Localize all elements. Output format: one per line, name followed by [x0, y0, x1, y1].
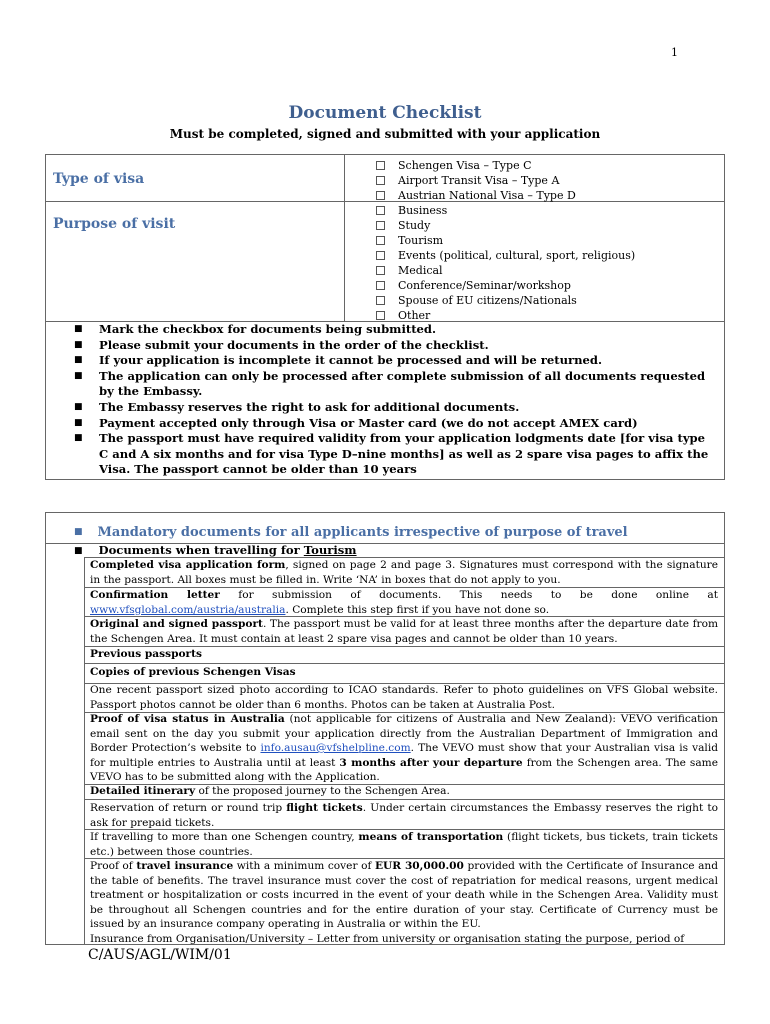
purpose-option-study[interactable]: Study	[376, 218, 430, 233]
purpose-option-spouse[interactable]: Spouse of EU citizens/Nationals	[376, 293, 577, 308]
checkbox-icon[interactable]	[376, 296, 385, 305]
square-bullet-icon: ■	[74, 339, 83, 350]
mandatory-documents-table	[45, 512, 725, 945]
checklist-row-application-form: Completed visa application form, signed on page 2 and page 3. Signatures must correspond with the signature in the passport. All boxes must be filled in. Write ‘NA’ in boxes that do not apply to you.	[90, 559, 718, 586]
checkbox-icon[interactable]	[376, 311, 385, 320]
purpose-option-tourism[interactable]: Tourism	[376, 233, 443, 248]
checkbox-icon[interactable]	[376, 236, 385, 245]
visa-option-airport-transit[interactable]: Airport Transit Visa – Type A	[376, 173, 559, 188]
column-divider	[344, 155, 345, 322]
page-subtitle: Must be completed, signed and submitted with your application	[169, 127, 601, 141]
checklist-row-flight-tickets: Reservation of return or round trip flight tickets. Under certain circumstances the Embassy reserves the right to ask for prepaid tickets.	[90, 802, 718, 829]
instructions-list	[74, 322, 714, 478]
list-item: ■ Payment accepted only through Visa or Master card (we do not accept AMEX card)	[74, 415, 638, 430]
page-title: Document Checklist	[288, 103, 482, 123]
checkbox-icon[interactable]	[376, 266, 385, 275]
checklist-row-passport: Original and signed passport. The passport must be valid for at least three months after the departure date from the Schengen Area. It must contain at least 2 spare visa pages and cannot be older than 10 years.	[90, 618, 718, 645]
purpose-option-other[interactable]: Other	[376, 308, 430, 323]
square-bullet-icon: ■	[74, 433, 83, 444]
list-item: ■ The application can only be processed after complete submission of all documents requested by the Embassy.	[74, 368, 706, 399]
checklist-row-photo: One recent passport sized photo according to ICAO standards. Refer to photo guidelines on VFS Global website. Passport photos cannot be older than 6 months. Photos can be taken at Australia Post.	[90, 684, 718, 711]
checklist-row-itinerary: Detailed itinerary of the proposed journey to the Schengen Area.	[90, 785, 450, 797]
checkbox-icon[interactable]	[376, 176, 385, 185]
checkbox-icon[interactable]	[376, 191, 385, 200]
checklist-row-transportation: If travelling to more than one Schengen country, means of transportation (flight tickets, bus tickets, train tickets etc.) between those countries.	[90, 831, 718, 858]
square-bullet-icon: ■	[74, 546, 83, 556]
visa-option-national[interactable]: Austrian National Visa – Type D	[376, 188, 576, 203]
mandatory-heading: ■ Mandatory documents for all applicants irrespective of purpose of travel	[74, 525, 628, 540]
vfs-link[interactable]: www.vfsglobal.com/austria/australia	[90, 603, 286, 616]
checklist-row-previous-passports: Previous passports	[90, 648, 202, 660]
visa-option-schengen[interactable]: Schengen Visa – Type C	[376, 158, 532, 173]
purpose-option-medical[interactable]: Medical	[376, 263, 443, 278]
tourism-heading: ■ Documents when travelling for Tourism	[74, 543, 357, 557]
row-divider	[84, 799, 724, 800]
list-item: ■ Please submit your documents in the order of the checklist.	[74, 337, 489, 352]
purpose-option-events[interactable]: Events (political, cultural, sport, religious)	[376, 248, 635, 263]
checkbox-icon[interactable]	[376, 161, 385, 170]
square-bullet-icon: ■	[74, 370, 83, 381]
vevo-email-link[interactable]: info.ausau@vfshelpline.com	[260, 742, 411, 754]
list-item: ■ The passport must have required validity from your application lodgments date [for visa type C and A six months and for visa Type D–nine months] as well as 2 spare visa pages to affix the Visa. The passport cannot be older than 10 years	[74, 431, 709, 477]
checklist-row-travel-insurance: Proof of travel insurance with a minimum cover of EUR 30,000.00 provided with the Certificate of Insurance and the table of benefits. The travel insurance must cover the cost of repatriation for medical reasons, urgent medical treatment or hospitalization or costs incurred in the event of your death while in the Schengen Area. Validity must be throughout all Schengen countries and for the entire duration of your stay. Certificate of Currency must be issued by an insurance company operating in Australia or within the EU. Insurance from Organisation/University – Letter from university or organisation stating the purpose, period of	[90, 860, 719, 945]
checkbox-icon[interactable]	[376, 251, 385, 260]
square-bullet-icon: ■	[74, 417, 83, 428]
checkbox-icon[interactable]	[376, 206, 385, 215]
square-bullet-icon: ■	[74, 355, 83, 366]
visa-type-table	[45, 154, 725, 480]
form-code: C/AUS/AGL/WIM/01	[88, 947, 232, 963]
purpose-option-conference[interactable]: Conference/Seminar/workshop	[376, 278, 571, 293]
list-item: ■ The Embassy reserves the right to ask for additional documents.	[74, 399, 520, 414]
list-item: ■ Mark the checkbox for documents being submitted.	[74, 322, 437, 336]
square-bullet-icon: ■	[74, 401, 83, 412]
square-bullet-icon: ■	[74, 527, 83, 537]
checkbox-icon[interactable]	[376, 281, 385, 290]
purpose-option-business[interactable]: Business	[376, 203, 447, 218]
page-number: 1	[671, 46, 678, 59]
checkbox-icon[interactable]	[376, 221, 385, 230]
checklist-row-confirmation-letter: Confirmation letter for submission of documents. This needs to be done online at www.vfsglobal.com/austria/australia. Complete this step first if you have not done so.	[90, 589, 718, 616]
type-of-visa-heading: Type of visa	[53, 171, 145, 187]
row-divider	[84, 663, 724, 664]
checklist-row-previous-visas: Copies of previous Schengen Visas	[90, 666, 296, 678]
purpose-of-visit-heading: Purpose of visit	[53, 216, 176, 232]
list-item: ■ If your application is incomplete it cannot be processed and will be returned.	[74, 353, 603, 368]
square-bullet-icon: ■	[74, 324, 83, 334]
checklist-row-visa-status: Proof of visa status in Australia (not applicable for citizens of Australia and New Zealand): VEVO verification email sent on the day you submit your application directly from the Australian Department of Immigration and Border Protection’s website to info.ausau@vfshelpline.com. The VEVO must show that your Australian visa is valid for multiple entries to Australia until at least 3 months after your departure from the Schengen area. The same VEVO has to be submitted along with the Application.	[90, 713, 718, 783]
